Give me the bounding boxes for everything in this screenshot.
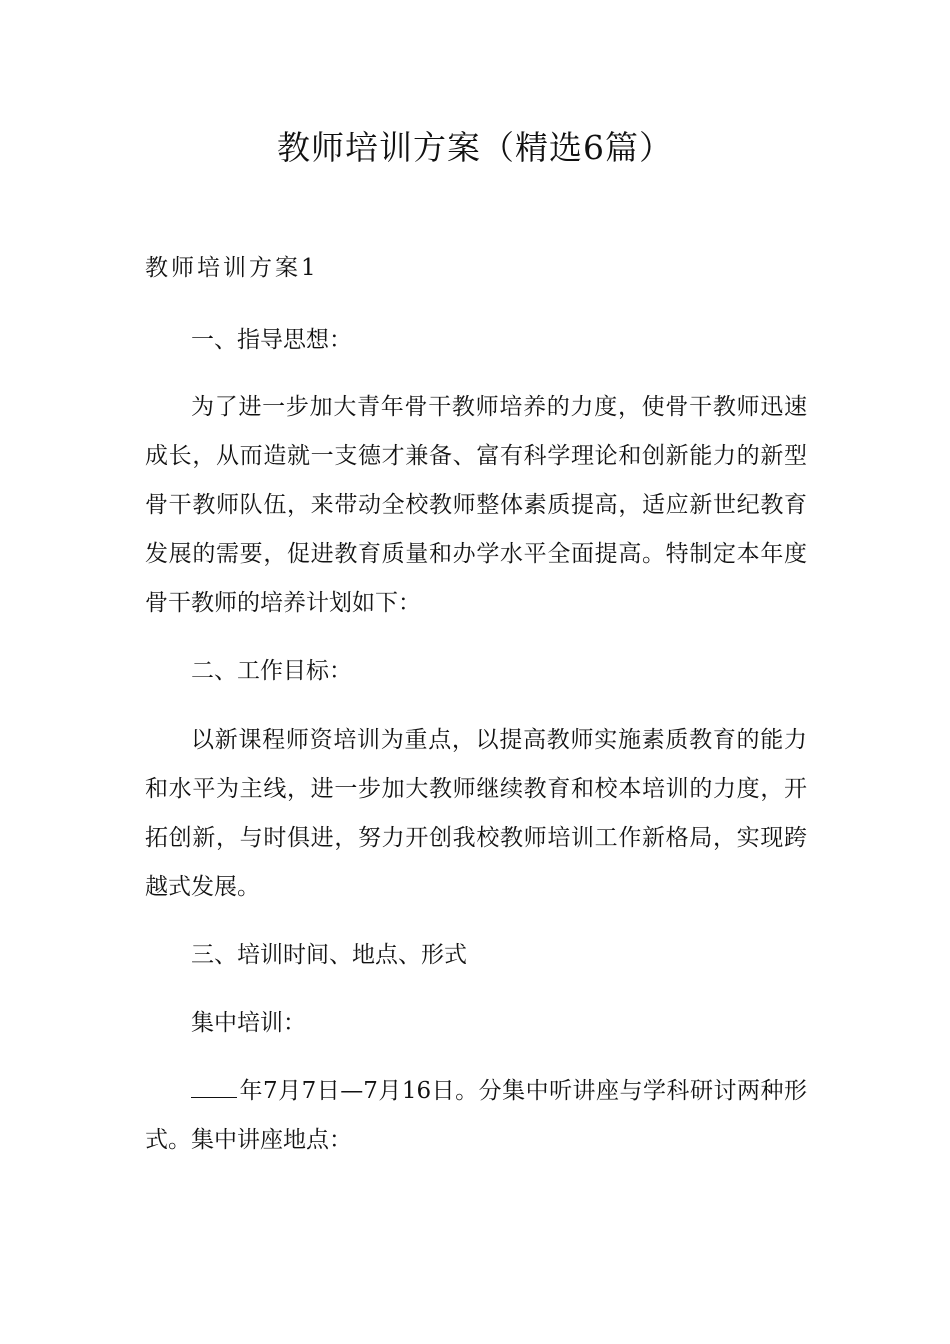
paragraph-training-dates [145,1067,807,1165]
heading-training-time-place: 三、培训时间、地点、形式 [191,942,467,968]
document-title: 教师培训方案（精选6篇） [277,128,673,167]
heading-guiding-thought: 一、指导思想： [191,327,352,353]
heading-work-goals: 二、工作目标： [191,658,352,684]
blank-underline [191,1077,237,1098]
paragraph-training-dates-text: 年7月7日—7月16日。分集中听讲座与学科研讨两种形式。集中讲座地点： [145,1078,807,1153]
heading-centralized-training: 集中培训： [191,1010,306,1036]
paragraph-guiding-thought: 为了进一步加大青年骨干教师培养的力度，使骨干教师迅速成长，从而造就一支德才兼备、富有科学理论和创新能力的新型骨干教师队伍，来带动全校教师整体素质提高，适应新世纪教育发展的需要，促进教育质量和办学水平全面提高。特制定本年度骨干教师的培养计划如下： [145,394,807,616]
section-heading: 教师培训方案1 [145,255,319,281]
paragraph-work-goals: 以新课程师资培训为重点，以提高教师实施素质教育的能力和水平为主线，进一步加大教师继续教育和校本培训的力度，开拓创新，与时俱进，努力开创我校教师培训工作新格局，实现跨越式发展。 [145,727,807,900]
